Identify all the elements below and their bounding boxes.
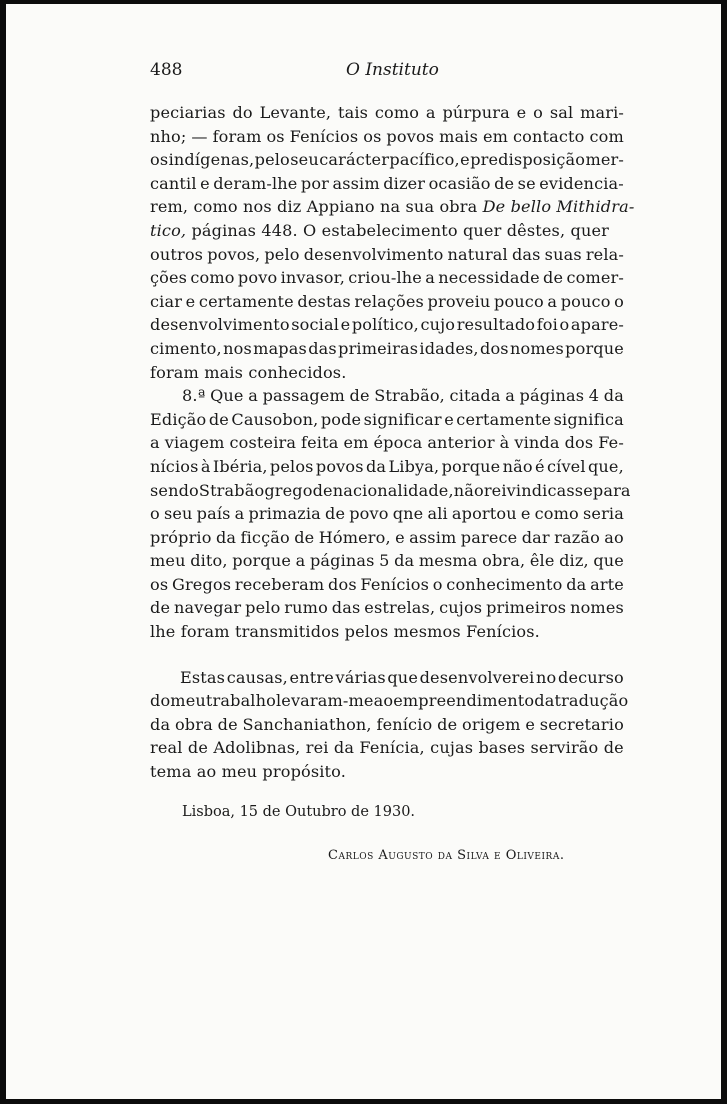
word: político,: [351, 315, 419, 335]
italic-title: De bello Mithidra-: [482, 197, 635, 217]
word: os: [150, 150, 169, 170]
word: real: [150, 738, 183, 758]
word: Fenícia,: [359, 738, 425, 758]
word: necessidade: [438, 268, 540, 288]
word: proveiu: [427, 291, 491, 311]
word: Levante,: [259, 103, 332, 122]
word: bases: [478, 738, 526, 758]
word: feita: [301, 433, 339, 453]
word: a: [248, 386, 258, 406]
word: contacto: [513, 126, 585, 146]
word: páginas: [519, 386, 585, 406]
word: ali: [427, 504, 448, 524]
word: das: [308, 338, 337, 358]
word: pacífico,: [389, 150, 460, 170]
word: relações: [354, 291, 424, 311]
word: páginas: [309, 551, 375, 571]
word: o: [614, 291, 624, 311]
word: de: [150, 598, 171, 618]
text-line: lhe foram transmitidos pelos mesmos Fenícios.: [150, 622, 540, 642]
word: os: [150, 574, 169, 594]
text-segment: rem, como nos diz Appiano na sua obra: [150, 197, 483, 217]
word: obra,: [482, 551, 526, 571]
word: arte: [590, 574, 624, 594]
word: assim: [332, 173, 380, 193]
word: idades,: [419, 338, 479, 358]
word: da: [603, 386, 624, 406]
word: mais: [439, 126, 479, 146]
word: e: [200, 173, 210, 193]
word: à: [499, 433, 510, 453]
word: dito,: [190, 551, 228, 571]
text-line: [150, 689, 629, 713]
word: como: [190, 268, 235, 288]
word: trabalho: [205, 691, 276, 711]
word: o: [432, 574, 443, 594]
word: da: [333, 738, 355, 758]
word: pelos: [269, 456, 314, 476]
word: —: [191, 126, 208, 146]
paragraph-gap: [150, 644, 624, 666]
author-signature: [150, 848, 624, 863]
signature-text: Carlos Augusto da Silva e Oliveira.: [328, 847, 565, 863]
word: de: [312, 480, 333, 500]
word: porque: [232, 551, 292, 571]
word: Fenícios: [289, 126, 359, 146]
word: nomes: [570, 598, 624, 618]
word: e: [185, 291, 196, 311]
word: êle: [529, 551, 555, 571]
text-line: [150, 526, 624, 550]
word: não: [502, 456, 533, 476]
word: que: [387, 667, 419, 687]
word: social: [291, 315, 340, 335]
body-text: [150, 101, 635, 784]
word: Hómero,: [318, 527, 391, 547]
word: peciarias: [150, 103, 226, 122]
word: a: [425, 103, 436, 122]
text-line: [150, 549, 624, 573]
word: significar: [363, 409, 442, 429]
word: ao: [604, 527, 624, 547]
word: evidencia-: [539, 173, 624, 193]
word: invasor,: [280, 268, 345, 288]
paragraph-1: [150, 101, 635, 384]
word: mapas: [253, 338, 307, 358]
word: Causobon,: [231, 409, 319, 429]
word: Fenícios: [360, 574, 430, 594]
word: seu: [163, 504, 193, 524]
word: se: [517, 173, 536, 193]
word: Libya,: [388, 456, 440, 476]
text-line: foram mais conhecidos.: [150, 362, 347, 382]
word: sal: [549, 103, 574, 122]
word: os: [363, 126, 382, 146]
word: ocasião: [428, 173, 491, 193]
word: mesma: [418, 551, 478, 571]
word: como: [534, 504, 579, 524]
word: Fe-: [598, 433, 624, 453]
text-line: [150, 266, 624, 290]
paragraph-2: [150, 384, 631, 644]
word: dos: [328, 574, 357, 594]
word: certamente: [198, 291, 294, 311]
word: nomes: [510, 338, 564, 358]
text-line: [150, 431, 624, 455]
word: época: [373, 433, 423, 453]
word: pelo: [254, 150, 290, 170]
text-line: [150, 148, 624, 172]
word: rela-: [585, 244, 624, 264]
word: do: [232, 103, 253, 122]
running-header: [150, 60, 624, 88]
word: origem: [462, 714, 521, 734]
word: cantil: [150, 173, 197, 193]
word: tais: [337, 103, 369, 122]
word: secretario: [539, 714, 624, 734]
word: que,: [587, 456, 624, 476]
word: vinda: [514, 433, 560, 453]
word: pelo: [264, 244, 300, 264]
word: a: [295, 551, 306, 571]
word: púrpura: [442, 103, 510, 122]
word: conhecimento: [446, 574, 563, 594]
word: entre: [289, 667, 334, 687]
word: causas,: [226, 667, 288, 687]
word: povos: [315, 456, 364, 476]
word: seu: [290, 150, 319, 170]
word: desenvolvimento: [303, 244, 444, 264]
word: povos: [386, 126, 435, 146]
word: da: [365, 456, 387, 476]
word: ficção: [240, 527, 290, 547]
word: Estas: [180, 667, 226, 687]
word: de: [325, 504, 346, 524]
text-line: [150, 666, 624, 690]
word: tradução: [554, 691, 629, 711]
word: criou-lhe: [348, 268, 422, 288]
text-line: [150, 313, 624, 337]
word: da: [215, 527, 237, 547]
page-number: 488: [150, 60, 183, 80]
word: fenício: [376, 714, 433, 734]
word: das: [511, 244, 541, 264]
document-page: [150, 60, 635, 863]
word: diz,: [559, 551, 589, 571]
word: dos: [564, 433, 594, 453]
word: nos: [223, 338, 252, 358]
text-line: [150, 573, 624, 597]
word: razão: [554, 527, 600, 547]
word: desenvolverei: [419, 667, 535, 687]
word: rei: [305, 738, 329, 758]
word: cimento,: [150, 338, 222, 358]
text-line: [150, 408, 624, 432]
word: qne: [392, 504, 424, 524]
word: indígenas,: [168, 150, 255, 170]
text-line: [150, 479, 631, 503]
word: a: [547, 291, 558, 311]
word: povo: [237, 268, 278, 288]
word: reivindicasse: [483, 480, 593, 500]
word: Strabão: [198, 480, 265, 500]
word: Ibéria,: [212, 456, 268, 476]
word: Strabão,: [374, 386, 445, 406]
word: decurso: [558, 667, 624, 687]
word: porque: [441, 456, 501, 476]
text-line: [150, 243, 624, 267]
word: a: [150, 433, 160, 453]
word: 4: [588, 386, 600, 406]
text-line: [150, 219, 624, 243]
word: o: [559, 315, 570, 335]
text-segment: páginas 448. O estabelecimento quer dêstes, quer: [186, 220, 609, 240]
word: como: [374, 103, 420, 122]
word: foi: [536, 315, 558, 335]
text-line: [150, 195, 635, 219]
word: Adolibnas,: [213, 738, 301, 758]
word: da: [150, 714, 171, 734]
word: grego: [264, 480, 313, 500]
word: suas: [544, 244, 582, 264]
word: e: [525, 714, 536, 734]
word: receberam: [234, 574, 325, 594]
word: pouco: [560, 291, 611, 311]
word: Sanchaniathon,: [242, 714, 372, 734]
word: os: [266, 126, 285, 146]
text-line: [150, 101, 624, 125]
word: significa: [553, 409, 624, 429]
word: seria: [582, 504, 624, 524]
word: primeiros: [486, 598, 567, 618]
word: aportou: [451, 504, 517, 524]
word: por: [300, 173, 330, 193]
word: da: [534, 691, 555, 711]
word: servirão: [530, 738, 599, 758]
word: porque: [565, 338, 624, 358]
word: mari-: [580, 103, 624, 122]
word: cujos: [439, 598, 483, 618]
word: a: [234, 504, 245, 524]
text-line: [150, 736, 624, 760]
word: a: [505, 386, 515, 406]
word: pouco: [494, 291, 544, 311]
word: 5: [379, 551, 390, 571]
word: de: [543, 268, 564, 288]
text-line: [150, 337, 624, 361]
word: passagem: [262, 386, 345, 406]
text-line: [150, 384, 624, 408]
word: nacionalidade,: [332, 480, 454, 500]
word: navegar: [174, 598, 242, 618]
text-line: [150, 713, 624, 737]
word: em: [343, 433, 369, 453]
word: destas: [297, 291, 351, 311]
word: da: [566, 574, 587, 594]
word: de: [603, 738, 624, 758]
word: de: [294, 527, 315, 547]
word: comer-: [566, 268, 624, 288]
text-line: [150, 455, 624, 479]
word: dar: [521, 527, 550, 547]
word: Que: [210, 386, 244, 406]
word: de: [208, 409, 229, 429]
paragraph-3: [150, 666, 629, 784]
word: e: [460, 150, 470, 170]
word: nícios: [150, 456, 199, 476]
word: primeiras: [338, 338, 419, 358]
word: anterior: [427, 433, 495, 453]
word: pelo: [245, 598, 281, 618]
word: apare-: [570, 315, 624, 335]
word: o: [533, 103, 544, 122]
word: Gregos: [171, 574, 232, 594]
word: de: [494, 173, 515, 193]
word: obra: [174, 714, 213, 734]
word: ciar: [150, 291, 183, 311]
word: assim: [409, 527, 457, 547]
word: pode: [320, 409, 362, 429]
italic-title: tico,: [150, 220, 187, 240]
word: resultado: [456, 315, 536, 335]
word: mer-: [585, 150, 624, 170]
word: parece: [460, 527, 518, 547]
word: povos,: [207, 244, 261, 264]
word: nho;: [150, 126, 187, 146]
word: Edição: [150, 409, 207, 429]
word: de: [349, 386, 370, 406]
word: dizer: [383, 173, 426, 193]
word: o: [150, 504, 160, 524]
word: cujas: [430, 738, 474, 758]
word: não: [453, 480, 484, 500]
word: outros: [150, 244, 204, 264]
word: e: [444, 409, 454, 429]
word: viagem: [164, 433, 225, 453]
word: primazia: [248, 504, 321, 524]
word: certamente: [456, 409, 552, 429]
text-line: [150, 596, 624, 620]
word: de: [217, 714, 238, 734]
text-line: [150, 125, 624, 149]
word: em: [482, 126, 509, 146]
word: costeira: [229, 433, 297, 453]
word: próprio: [150, 527, 212, 547]
word: meu: [170, 691, 206, 711]
word: no: [536, 667, 557, 687]
word: de: [187, 738, 209, 758]
word: e: [395, 527, 405, 547]
text-line: [150, 502, 624, 526]
word: ao: [373, 691, 394, 711]
word: 8.ª: [182, 386, 206, 406]
place-date: Lisboa, 15 de Outubro de 1930.: [182, 803, 416, 820]
word: e: [340, 315, 351, 335]
word: cível: [546, 456, 586, 476]
word: povo: [349, 504, 389, 524]
word: a: [425, 268, 436, 288]
word: rumo: [284, 598, 328, 618]
word: de: [437, 714, 458, 734]
word: e: [520, 504, 531, 524]
word: ções: [150, 268, 188, 288]
word: dos: [480, 338, 509, 358]
word: meu: [150, 551, 186, 571]
word: das: [331, 598, 361, 618]
word: várias: [335, 667, 386, 687]
word: deram-lhe: [213, 173, 298, 193]
word: cujo: [420, 315, 456, 335]
word: predisposição: [470, 150, 586, 170]
text-line: tema ao meu propósito.: [150, 762, 347, 782]
word: carácter: [319, 150, 390, 170]
word: do: [150, 691, 171, 711]
word: estrelas,: [364, 598, 436, 618]
running-title: O Instituto: [346, 60, 439, 80]
word: que: [593, 551, 624, 571]
word: natural: [447, 244, 508, 264]
word: levaram-me: [275, 691, 374, 711]
word: desenvolvimento: [150, 315, 290, 335]
word: citada: [449, 386, 501, 406]
word: com: [589, 126, 624, 146]
word: empreendimento: [393, 691, 535, 711]
word: sendo: [150, 480, 199, 500]
text-line: [150, 172, 624, 196]
word: à: [200, 456, 211, 476]
word: e: [516, 103, 527, 122]
word: da: [394, 551, 415, 571]
word: foram: [212, 126, 262, 146]
word: país: [196, 504, 231, 524]
text-line: [150, 290, 624, 314]
word: é: [535, 456, 545, 476]
word: para: [592, 480, 631, 500]
